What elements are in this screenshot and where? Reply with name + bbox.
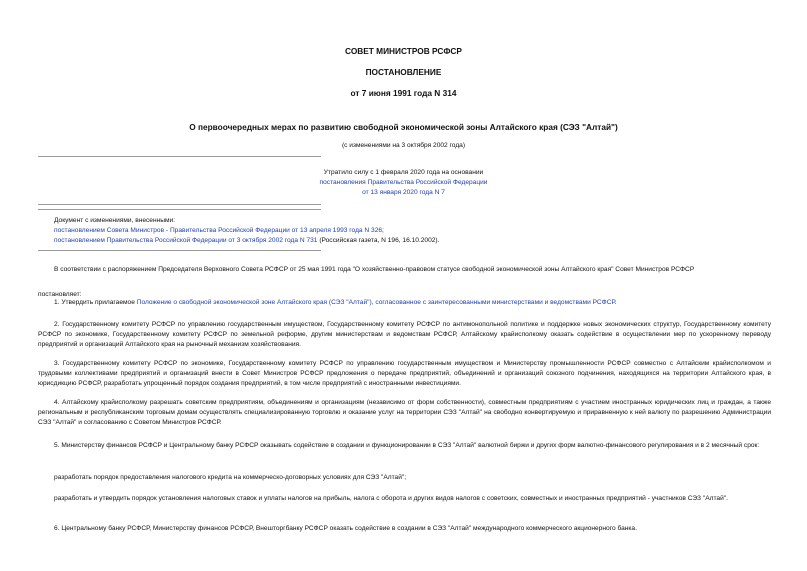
amendments-block xyxy=(54,216,439,247)
amendment-link-1993[interactable]: постановлением Совета Министров - Правительства Российской Федерации от 13 апреля 1993 года N 326 xyxy=(54,227,383,235)
document-title: О первоочередных мерах по развитию свободной экономической зоны Алтайского края (СЭЗ "Алтай") xyxy=(189,122,618,132)
paragraph-1 xyxy=(38,298,771,308)
paragraph-2: 2. Государственному комитету РСФСР по управлению государственным имуществом, Государственному комитету РСФСР по антимонопольной политике и поддержке новых экономических структур, Государственному комитету РСФСР по экономике, Государственному комитету РСФСР по земельной реформе, другим министерствам и ведомствам РСФСР, Алтайскому крайисполкому оказать содействие в осуществлении мер по ускоренному переводу предприятий и организаций Алтайского края на рыночный механизм хозяйствования. xyxy=(38,321,771,349)
paragraph-3: 3. Государственному комитету РСФСР по экономике, Государственному комитету РСФСР по управлению государственным имуществом и Министерству промышленности РСФСР совместно с Алтайским крайисполкомом и трудовыми коллективами предприятий и организаций внести в Совет Министров РСФСР предложения о передаче предприятий, объединений и организаций союзного подчинения, находящихся на территории Алтайского края, в юрисдикцию РСФСР, разработать упрощенный порядок создания предприятий, в том числе предприятий с иностранными инвестициями. xyxy=(38,360,771,388)
paragraph-5: 5. Министерству финансов РСФСР и Центральному банку РСФСР оказывать содействие в создании и функционировании в СЭЗ "Алтай" валютной биржи и других форм валютно-финансового регулирования и в 2 месячный срок: xyxy=(54,442,760,449)
amendment-tail: ; xyxy=(382,227,384,235)
amendments-intro: Документ с изменениями, внесенными: xyxy=(54,217,176,224)
regulation-link[interactable]: Положение о свободной экономической зоне Алтайского края (СЭЗ "Алтай"), согласованное с заинтересованными министерствами и ведомствами РСФСР xyxy=(136,299,615,306)
divider-line xyxy=(38,250,321,251)
paragraph-6: 6. Центральному банку РСФСР, Министерству финансов РСФСР, Внешторгбанку РСФСР оказать содействие в создании в СЭЗ "Алтай" международного коммерческого акционерного банка. xyxy=(54,525,637,532)
document-type: ПОСТАНОВЛЕНИЕ xyxy=(365,67,442,77)
amendment-tail: (Российская газета, N 196, 16.10.2002). xyxy=(317,237,440,245)
amendment-note: (с изменениями на 3 октября 2002 года) xyxy=(341,142,466,149)
paragraph-5b: разработать и утвердить порядок установления налоговых ставок и уплаты налогов на прибыль, налога с оборота и других видов налогов с советских, совместных и иностранных предприятий - участников СЭЗ "Алтай". xyxy=(54,495,728,502)
paragraph-1-text: 1. Утвердить прилагаемое xyxy=(54,299,137,306)
paragraph-5a: разработать порядок предоставления налогового кредита на коммерческо-договорных условиях для СЭЗ "Алтай"; xyxy=(54,474,407,481)
document-date-number: от 7 июня 1991 года N 314 xyxy=(350,88,457,98)
divider-line xyxy=(38,209,321,210)
divider-line xyxy=(38,156,321,157)
paragraph-1-end: . xyxy=(614,299,617,306)
amendment-link-2002[interactable]: постановлением Правительства Российской Федерации от 3 октября 2002 года N 731 xyxy=(54,237,318,245)
lapse-text: Утратило силу с 1 февраля 2020 года на основании xyxy=(323,169,484,176)
preamble-paragraph: В соответствии с распоряжением Председателя Верховного Совета РСФСР от 25 мая 1991 года "О хозяйственно-правовом статусе свободной экономической зоны Алтайского края" Совет Министров РСФСР xyxy=(54,266,695,273)
divider-line xyxy=(38,204,321,205)
postanovlyaet-text: постановляет: xyxy=(38,291,82,298)
lapse-link-date[interactable]: от 13 января 2020 года N 7 xyxy=(362,189,445,197)
lapse-link-decree[interactable]: постановления Правительства Российской Федерации xyxy=(319,179,488,187)
lapse-notice xyxy=(0,168,807,199)
paragraph-4: 4. Алтайскому крайисполкому разрешать советским предприятиям, объединениям и организациям (независимо от форм собственности), совместным предприятиям с участием иностранных юридических лиц и граждан, а также региональным и республиканским торговым домам осуществлять специализированную торговлю и оказание услуг на территории СЭЗ "Алтай" на свободно конвертируемую и приравненную к ней валюту по разрешению Администрации СЭЗ "Алтай" и согласованию с Советом Министров РСФСР. xyxy=(38,399,771,427)
issuing-body: СОВЕТ МИНИСТРОВ РСФСР xyxy=(345,46,462,56)
